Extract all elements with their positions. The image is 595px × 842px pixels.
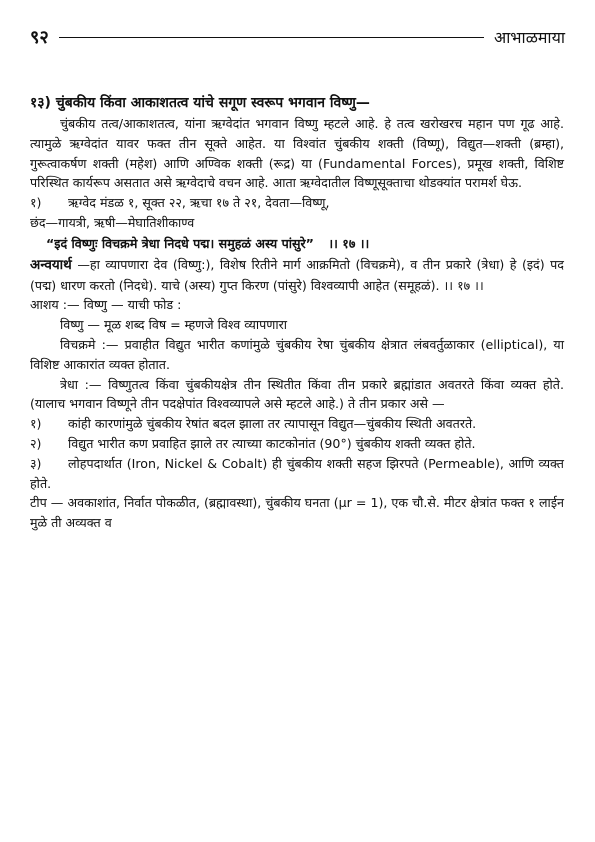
sanskrit-verse [30, 233, 564, 255]
tredha-paragraph: त्रेधा :— विष्णुतत्व किंवा चुंबकीयक्षेत्र तीन स्थितीत किंवा तीन प्रकारे ब्रह्मांडात अवतरते किंवा व्यक्त होते. (यालाच भगवान विष्णूने तीन पदक्षेपांत विश्वव्यापले असे म्हटले आहे.) ते तीन प्रकार असे — [30, 376, 564, 412]
verse-number: ।। १७ ।। [328, 235, 370, 251]
reference-line-1 [30, 193, 564, 213]
list-item-number: २) [30, 435, 42, 451]
list-item [30, 414, 564, 434]
list-item-text: विद्युत भारीत कण प्रवाहित झाले तर त्याच्या काटकोनांत (90°) चुंबकीय शक्ती व्यक्त होते. [68, 435, 476, 451]
anvayartha-paragraph [30, 255, 564, 296]
intro-paragraph: चुंबकीय तत्व/आकाशतत्व, यांना ऋग्वेदांत भगवान विष्णु म्हटले आहे. हे तत्व खरोखरच महान पण गूढ आहे. त्यामुळे ऋग्वेदांत यावर फक्त तीन सूक्ते आहेत. या विश्वांत चुंबकीय शक्ती (विष्णू), विद्युत—शक्ती (ब्रम्हा), गुरूत्वाकर्षण शक्ती (महेश) आणि अण्विक शक्ती (रूद्र) या (Fundamental Forces), प्रमूख शक्ती, विशिष्ट परिस्थित कार्यरूप असतात असे ऋग्वेदाचे वचन आहे. आता ऋग्वेदातील विष्णूसूक्ताचा थोडक्यांत परामर्श घेऊ. [30, 116, 564, 191]
list-item [30, 454, 564, 494]
note-paragraph: टीप — अवकाशांत, निर्वात पोकळीत, (ब्रह्मावस्था), चुंबकीय घनता (µr = 1), एक चौ.से. मीटर क्षेत्रांत फक्त १ लाईन मुळे ती अव्यक्त व [30, 495, 564, 531]
vichakrame-paragraph: विचक्रमे :— प्रवाहीत विद्युत भारीत कणांमुळे चुंबकीय रेषा चुंबकीय क्षेत्रात लंबवर्तुळाकार (elliptical), या विशिष्ट आकारांत व्यक्त होतात. [30, 336, 564, 372]
page-header [30, 26, 565, 48]
page-number: ९२ [30, 27, 49, 48]
running-title: आभाळमाया [493, 28, 565, 47]
reference-line-2: छंद—गायत्री, ऋषी—मेघातिशीकाण्व [30, 214, 195, 230]
anvayartha-label: अन्वयार्थ [30, 256, 72, 273]
reference-number: १) [30, 195, 42, 211]
ashaya-line: आशय :— विष्णु — याची फोड : [30, 297, 182, 313]
section-heading: १३) चुंबकीय किंवा आकाशतत्व यांचे सगूण स्वरूप भगवान विष्णु— [30, 95, 370, 111]
list-item-number: ३) [30, 455, 42, 471]
anvayartha-text: —हा व्यापणारा देव (विष्णु:), विशेष रितीने मार्ग आक्रमितो (विचक्रमे), व तीन प्रकारे (त्रेधा) हे (इदं) पद (पद्म) धारण करतो (निदधे). याचे (अस्य) गुप्त किरण (पांसुरे) विश्वव्यापी आहेत (समूहळं). ।। १७ ।। [30, 256, 564, 293]
vishnu-meaning: विष्णु — मूळ शब्द विष = म्हणजे विश्व व्यापणारा [60, 317, 288, 333]
reference-text: ऋग्वेद मंडळ १, सूक्त २२, ऋचा १७ ते २१, देवता—विष्णू, [68, 195, 330, 211]
list-item-text: कांही कारणांमुळे चुंबकीय रेषांत बदल झाला तर त्यापासून विद्युत—चुंबकीय स्थिती अवतरते. [68, 416, 477, 432]
verse-text: “इदं विष्णुः विचक्रमे त्रेधा निदधे पद्म। समुहळं अस्य पांसुरे” [46, 235, 314, 251]
page-content [30, 92, 564, 533]
list-item-number: १) [30, 416, 42, 432]
list-item [30, 434, 564, 454]
list-item-text: लोहपदार्थात (Iron, Nickel & Cobalt) ही चुंबकीय शक्ती सहज झिरपते (Permeable), आणि व्यक्त होते. [30, 455, 564, 491]
header-rule [59, 37, 484, 38]
